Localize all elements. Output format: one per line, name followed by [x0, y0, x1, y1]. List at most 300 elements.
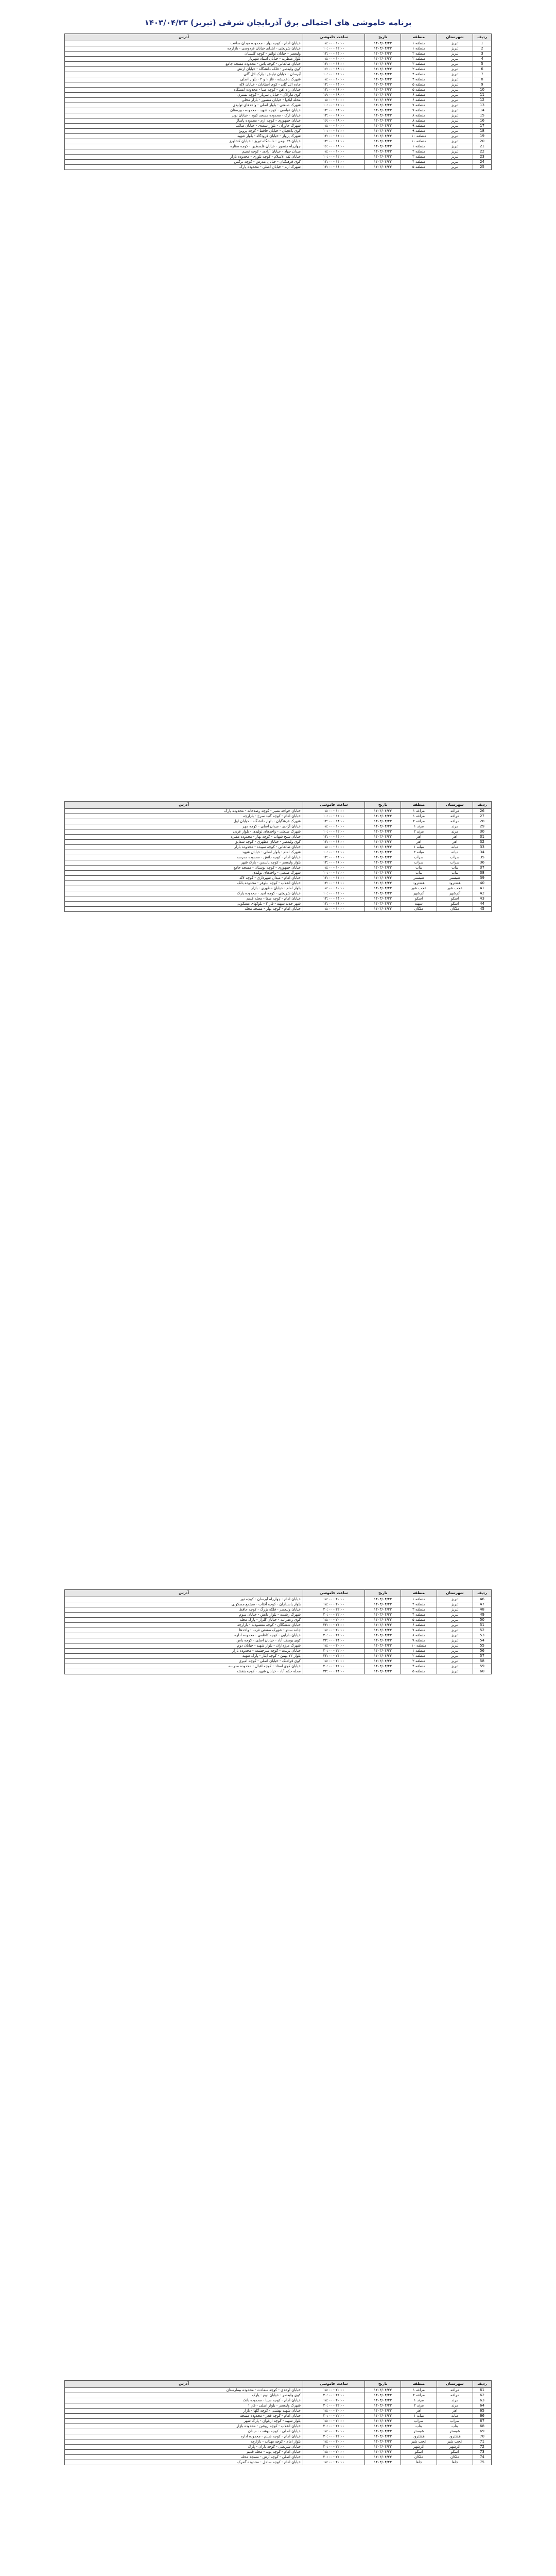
area-cell: منطقه ۳ [401, 155, 437, 160]
county-cell: بناب [437, 871, 473, 876]
date-cell: ۱۴۰۳/۰۴/۲۳ [365, 129, 401, 134]
time-cell: ۱۰:۰۰ - ۱۲:۰۰ [303, 891, 365, 896]
time-cell: ۱۲:۰۰ - ۱۴:۰۰ [303, 819, 365, 824]
address-cell: بلوار ۲۲ بهمن - کوچه ایثار - پارک شهید [65, 1654, 303, 1659]
county-cell: تبریز [437, 1669, 473, 1674]
address-cell: خیابان ۲۹ بهمن - دانشگاه تبریز - خیابان کشاورز [65, 139, 303, 144]
date-cell: ۱۴۰۳/۰۴/۲۳ [365, 881, 401, 886]
address-cell: خیابان طالقانی - کوچه یاس - محدوده مسجد جامع [65, 62, 303, 67]
table-row [65, 62, 492, 67]
row-number-cell: 62 [473, 2393, 492, 2398]
date-cell: ۱۴۰۳/۰۴/۲۳ [365, 2414, 401, 2419]
row-number-cell: 23 [473, 155, 492, 160]
area-cell: منطقه ۲ [401, 52, 437, 57]
time-cell: ۱۸:۰۰ - ۲۰:۰۰ [303, 1602, 365, 1607]
header-row-number: ردیف [473, 34, 492, 41]
row-number-cell: 20 [473, 139, 492, 144]
area-cell: منطقه ۵ [401, 1618, 437, 1623]
row-number-cell: 11 [473, 93, 492, 98]
date-cell: ۱۴۰۳/۰۴/۲۳ [365, 819, 401, 824]
table-row [65, 1628, 492, 1633]
address-cell: خیابان ششگلان - کوچه مقصودیه - بازارچه [65, 1623, 303, 1628]
row-number-cell: 69 [473, 2429, 492, 2434]
table-row [65, 113, 492, 118]
county-cell: تبریز [437, 1659, 473, 1664]
time-cell: ۱۰:۰۰ - ۱۲:۰۰ [303, 103, 365, 108]
area-cell: مرند ۱ [401, 2398, 437, 2403]
table-row [65, 2388, 492, 2393]
row-number-cell: 42 [473, 891, 492, 896]
header-date: تاریخ [365, 802, 401, 809]
county-cell: تبریز [437, 57, 473, 62]
row-number-cell: 53 [473, 1633, 492, 1638]
county-cell: تبریز [437, 1649, 473, 1654]
time-cell: ۲۰:۰۰ - ۲۲:۰۰ [303, 1633, 365, 1638]
row-number-cell: 44 [473, 902, 492, 907]
time-cell: ۱۲:۰۰ - ۱۴:۰۰ [303, 134, 365, 139]
county-cell: تبریز [437, 1618, 473, 1623]
county-cell: میانه [437, 2414, 473, 2419]
header-address: آدرس [65, 802, 303, 809]
time-cell: ۲۰:۰۰ - ۲۲:۰۰ [303, 1607, 365, 1613]
time-cell: ۱۸:۰۰ - ۲۰:۰۰ [303, 2388, 365, 2393]
table-row [65, 809, 492, 814]
area-cell: منطقه ۹ [401, 129, 437, 134]
address-cell: خیابان ولیعصر - فلکه بزرگ - کوچه حافظ [65, 1607, 303, 1613]
time-cell: ۰۸:۰۰ - ۱۰:۰۰ [303, 845, 365, 850]
date-cell: ۱۴۰۳/۰۴/۲۳ [365, 2419, 401, 2424]
area-cell: جلفا [401, 2460, 437, 2465]
date-cell: ۱۴۰۳/۰۴/۲۳ [365, 850, 401, 855]
address-cell: آبرسان - خیابان نیایش - پارک ائل گلی [65, 72, 303, 77]
address-cell: خیابان امام - کوچه بهار - مسجد محله [65, 907, 303, 912]
area-cell: منطقه ۴ [401, 1664, 437, 1669]
address-cell: خیابان دارایی - کوچه کاظمی - محدوده اداره [65, 1633, 303, 1638]
row-number-cell: 8 [473, 77, 492, 82]
table-row [65, 165, 492, 170]
county-cell: تبریز [437, 139, 473, 144]
table-row [65, 866, 492, 871]
area-cell: منطقه ۵ [401, 165, 437, 170]
county-cell: تبریز [437, 1607, 473, 1613]
table-row [65, 840, 492, 845]
address-cell: بلوار امام - خیابان مطهری - بازار [65, 886, 303, 891]
address-cell: شهرک ولیعصر - بلوار اصلی - فاز ۱ [65, 2403, 303, 2409]
time-cell: ۱۸:۰۰ - ۲۰:۰۰ [303, 1659, 365, 1664]
county-cell: تبریز [437, 46, 473, 52]
time-cell: ۱۰:۰۰ - ۱۲:۰۰ [303, 871, 365, 876]
table-row [65, 93, 492, 98]
date-cell: ۱۴۰۳/۰۴/۲۳ [365, 41, 401, 46]
date-cell: ۱۴۰۳/۰۴/۲۳ [365, 134, 401, 139]
time-cell: ۱۴:۰۰ - ۱۶:۰۰ [303, 62, 365, 67]
address-cell: محله لیلاوا - خیابان منصور - بازار محلی [65, 98, 303, 103]
date-cell: ۱۴۰۳/۰۴/۲۳ [365, 2429, 401, 2434]
table-row [65, 891, 492, 896]
time-cell: ۲۰:۰۰ - ۲۲:۰۰ [303, 2424, 365, 2429]
row-number-cell: 2 [473, 46, 492, 52]
address-cell: شهرک خاوران - بلوار سعدی - خیابان صائب [65, 124, 303, 129]
row-number-cell: 6 [473, 67, 492, 72]
address-cell: کوی یوسف آباد - خیابان اصلی - کوچه یاس [65, 1638, 303, 1643]
date-cell: ۱۴۰۳/۰۴/۲۳ [365, 1618, 401, 1623]
address-cell: خیابان امام - کوچه دانش - محدوده مدرسه [65, 855, 303, 860]
date-cell: ۱۴۰۳/۰۴/۲۳ [365, 82, 401, 88]
time-cell: ۱۲:۰۰ - ۱۴:۰۰ [303, 876, 365, 881]
table-row [65, 2455, 492, 2460]
time-cell: ۱۰:۰۰ - ۱۲:۰۰ [303, 814, 365, 819]
date-cell: ۱۴۰۳/۰۴/۲۳ [365, 855, 401, 860]
area-cell: منطقه ۱۰ [401, 1643, 437, 1649]
table-row [65, 98, 492, 103]
time-cell: ۰۸:۰۰ - ۱۰:۰۰ [303, 124, 365, 129]
header-date: تاریخ [365, 34, 401, 41]
table-row [65, 52, 492, 57]
county-cell: آذرشهر [437, 2445, 473, 2450]
address-cell: کوی مارالان - خیابان سرباز - کوچه نسترن [65, 93, 303, 98]
row-number-cell: 70 [473, 2434, 492, 2439]
area-cell: منطقه ۳ [401, 67, 437, 72]
table-row [65, 814, 492, 819]
table-row [65, 72, 492, 77]
row-number-cell: 4 [473, 57, 492, 62]
date-cell: ۱۴۰۳/۰۴/۲۳ [365, 891, 401, 896]
area-cell: عجب شیر [401, 886, 437, 891]
table-row [65, 850, 492, 855]
row-number-cell: 54 [473, 1638, 492, 1643]
area-cell: مرند ۲ [401, 829, 437, 835]
area-cell: منطقه ۵ [401, 1669, 437, 1674]
date-cell: ۱۴۰۳/۰۴/۲۳ [365, 2445, 401, 2450]
header-time: ساعت خاموشی [303, 2381, 365, 2388]
address-cell: جاده سنتو - شهرک صنعتی غرب - واحدها [65, 1628, 303, 1633]
row-number-cell: 55 [473, 1643, 492, 1649]
table-row [65, 902, 492, 907]
table-row [65, 1654, 492, 1659]
time-cell: ۱۲:۰۰ - ۱۴:۰۰ [303, 160, 365, 165]
time-cell: ۱۶:۰۰ - ۱۸:۰۰ [303, 93, 365, 98]
area-cell: سراب [401, 860, 437, 866]
row-number-cell: 63 [473, 2398, 492, 2403]
time-cell: ۲۰:۰۰ - ۲۲:۰۰ [303, 1649, 365, 1654]
date-cell: ۱۴۰۳/۰۴/۲۳ [365, 2439, 401, 2445]
date-cell: ۱۴۰۳/۰۴/۲۳ [365, 1643, 401, 1649]
date-cell: ۱۴۰۳/۰۴/۲۳ [365, 1638, 401, 1643]
row-number-cell: 32 [473, 840, 492, 845]
table-row [65, 2439, 492, 2445]
table-row [65, 824, 492, 829]
row-number-cell: 22 [473, 149, 492, 155]
area-cell: اهر [401, 835, 437, 840]
date-cell: ۱۴۰۳/۰۴/۲۳ [365, 1607, 401, 1613]
date-cell: ۱۴۰۳/۰۴/۲۳ [365, 155, 401, 160]
date-cell: ۱۴۰۳/۰۴/۲۳ [365, 860, 401, 866]
table-row [65, 124, 492, 129]
address-cell: خیابان راه آهن - کوچه صبا - محدوده ایستگاه [65, 88, 303, 93]
row-number-cell: 38 [473, 871, 492, 876]
area-cell: منطقه ۴ [401, 72, 437, 77]
time-cell: ۱۲:۰۰ - ۱۴:۰۰ [303, 835, 365, 840]
row-number-cell: 59 [473, 1664, 492, 1669]
area-cell: منطقه ۱ [401, 1597, 437, 1602]
table-row [65, 46, 492, 52]
table-row [65, 103, 492, 108]
area-cell: سراب [401, 2419, 437, 2424]
address-cell: خیابان شهید بهشتی - کوچه گلها - بازار [65, 2409, 303, 2414]
address-cell: خیابان امام - کوچه صفا - محله قدیم [65, 896, 303, 902]
table-row [65, 2434, 492, 2439]
time-cell: ۱۶:۰۰ - ۱۸:۰۰ [303, 67, 365, 72]
header-area: منطقه [401, 1590, 437, 1597]
outage-table [64, 801, 492, 912]
area-cell: سهند [401, 902, 437, 907]
row-number-cell: 26 [473, 809, 492, 814]
area-cell: منطقه ۳ [401, 62, 437, 67]
date-cell: ۱۴۰۳/۰۴/۲۳ [365, 845, 401, 850]
address-cell: شهرک صنعتی - واحدهای تولیدی - بلوار غربی [65, 829, 303, 835]
row-number-cell: 3 [473, 52, 492, 57]
area-cell: منطقه ۹ [401, 124, 437, 129]
county-cell: هشترود [437, 2434, 473, 2439]
row-number-cell: 12 [473, 98, 492, 103]
county-cell: اهر [437, 2409, 473, 2414]
table-row [65, 1638, 492, 1643]
county-cell: مراغه [437, 814, 473, 819]
address-cell: کوی ولیعصر - خیابان مطهری - کوچه شقایق [65, 840, 303, 845]
date-cell: ۱۴۰۳/۰۴/۲۳ [365, 46, 401, 52]
table-row [65, 2424, 492, 2429]
county-cell: تبریز [437, 77, 473, 82]
county-cell: تبریز [437, 1643, 473, 1649]
table-row [65, 1664, 492, 1669]
table-row [65, 835, 492, 840]
table-row [65, 134, 492, 139]
address-cell: شهرک پرواز - خیابان فرودگاه - بلوار شهید [65, 134, 303, 139]
county-cell: میانه [437, 850, 473, 855]
table-row [65, 1659, 492, 1664]
table-row [65, 77, 492, 82]
date-cell: ۱۴۰۳/۰۴/۲۳ [365, 840, 401, 845]
time-cell: ۲۲:۰۰ - ۲۴:۰۰ [303, 1669, 365, 1674]
row-number-cell: 16 [473, 118, 492, 124]
county-cell: اسکو [437, 2450, 473, 2455]
county-cell: تبریز [437, 62, 473, 67]
time-cell: ۲۰:۰۰ - ۲۲:۰۰ [303, 2403, 365, 2409]
table-row [65, 160, 492, 165]
header-row-number: ردیف [473, 1590, 492, 1597]
date-cell: ۱۴۰۳/۰۴/۲۳ [365, 866, 401, 871]
time-cell: ۱۸:۰۰ - ۲۰:۰۰ [303, 2450, 365, 2455]
county-cell: شبستر [437, 876, 473, 881]
time-cell: ۱۶:۰۰ - ۱۸:۰۰ [303, 118, 365, 124]
row-number-cell: 66 [473, 2414, 492, 2419]
county-cell: تبریز [437, 93, 473, 98]
address-cell: خیابان آزادی - میدان اصلی - کوچه مهر [65, 824, 303, 829]
county-cell: تبریز [437, 103, 473, 108]
table-row [65, 118, 492, 124]
time-cell: ۱۴:۰۰ - ۱۶:۰۰ [303, 881, 365, 886]
time-cell: ۰۸:۰۰ - ۱۰:۰۰ [303, 149, 365, 155]
row-number-cell: 72 [473, 2445, 492, 2450]
county-cell: مرند [437, 2403, 473, 2409]
county-cell: تبریز [437, 1623, 473, 1628]
address-cell: شهرک صنعتی - بلوار اصلی - واحدهای تولیدی [65, 103, 303, 108]
date-cell: ۱۴۰۳/۰۴/۲۳ [365, 809, 401, 814]
area-cell: منطقه ۱ [401, 46, 437, 52]
address-cell: شهرک ارم - خیابان اصلی - محدوده پارک [65, 165, 303, 170]
time-cell: ۱۸:۰۰ - ۲۰:۰۰ [303, 1628, 365, 1633]
row-number-cell: 15 [473, 113, 492, 118]
table-row [65, 1618, 492, 1623]
table-row [65, 829, 492, 835]
address-cell: خیابان اوحدی - کوچه سعادت - محدوده بیمارستان [65, 2388, 303, 2393]
area-cell: منطقه ۴ [401, 1613, 437, 1618]
county-cell: مرند [437, 824, 473, 829]
address-cell: خیابان جمهوری - کوچه بوستان - مسجد جامع [65, 866, 303, 871]
outage-table [64, 2380, 492, 2465]
address-cell: کوی فرهنگیان - خیابان مدرس - کوچه نرگس [65, 160, 303, 165]
area-cell: عجب شیر [401, 2439, 437, 2445]
area-cell: منطقه ۵ [401, 82, 437, 88]
time-cell: ۱۲:۰۰ - ۱۴:۰۰ [303, 855, 365, 860]
time-cell: ۰۸:۰۰ - ۱۰:۰۰ [303, 824, 365, 829]
address-cell: خیابان اصلی - کوچه بهشت - میدان [65, 2429, 303, 2434]
time-cell: ۱۶:۰۰ - ۱۸:۰۰ [303, 144, 365, 149]
row-number-cell: 34 [473, 850, 492, 855]
date-cell: ۱۴۰۳/۰۴/۲۳ [365, 886, 401, 891]
area-cell: منطقه ۷ [401, 1628, 437, 1633]
area-cell: منطقه ۲ [401, 57, 437, 62]
address-cell: خیابان اصلی - کوچه آرش - مسجد محله [65, 2455, 303, 2460]
area-cell: منطقه ۸ [401, 1633, 437, 1638]
schedule-page-2 [64, 801, 492, 912]
time-cell: ۲۰:۰۰ - ۲۲:۰۰ [303, 2414, 365, 2419]
county-cell: تبریز [437, 134, 473, 139]
table-row [65, 88, 492, 93]
row-number-cell: 51 [473, 1623, 492, 1628]
area-cell: اسکو [401, 2450, 437, 2455]
row-number-cell: 50 [473, 1618, 492, 1623]
address-cell: شهر جدید سهند - فاز ۲ - بلوکهای مسکونی [65, 902, 303, 907]
date-cell: ۱۴۰۳/۰۴/۲۳ [365, 2434, 401, 2439]
area-cell: منطقه ۱ [401, 144, 437, 149]
time-cell: ۱۲:۰۰ - ۱۴:۰۰ [303, 896, 365, 902]
county-cell: ملکان [437, 2455, 473, 2460]
table-row [65, 67, 492, 72]
row-number-cell: 57 [473, 1654, 492, 1659]
area-cell: بناب [401, 2424, 437, 2429]
date-cell: ۱۴۰۳/۰۴/۲۳ [365, 871, 401, 876]
address-cell: خیابان کوی استاد - کوچه اقبال - محدوده مدرسه [65, 1664, 303, 1669]
area-cell: منطقه ۲ [401, 1602, 437, 1607]
table-header-row [65, 1590, 492, 1597]
address-cell: خیابان عباسی - کوچه شهید - محدوده دبیرستان [65, 108, 303, 113]
date-cell: ۱۴۰۳/۰۴/۲۳ [365, 2460, 401, 2465]
table-row [65, 1633, 492, 1638]
row-number-cell: 61 [473, 2388, 492, 2393]
area-cell: منطقه ۶ [401, 1623, 437, 1628]
address-cell: خیابان شریعتی - ابتدای خیابان فردوسی - بازارچه [65, 46, 303, 52]
table-row [65, 41, 492, 46]
row-number-cell: 29 [473, 824, 492, 829]
address-cell: خیابان انقلاب - کوچه نیلوفر - محدوده بانک [65, 881, 303, 886]
time-cell: ۱۲:۰۰ - ۱۴:۰۰ [303, 108, 365, 113]
time-cell: ۱۸:۰۰ - ۲۰:۰۰ [303, 2429, 365, 2434]
area-cell: اهر [401, 2409, 437, 2414]
county-cell: عجب شیر [437, 2439, 473, 2445]
area-cell: مرند ۲ [401, 2403, 437, 2409]
row-number-cell: 14 [473, 108, 492, 113]
time-cell: ۱۴:۰۰ - ۱۶:۰۰ [303, 139, 365, 144]
time-cell: ۱۸:۰۰ - ۲۰:۰۰ [303, 2409, 365, 2414]
address-cell: بلوار پاسداران - کوچه آفتاب - مجتمع مسکونی [65, 1602, 303, 1607]
area-cell: مراغه ۱ [401, 809, 437, 814]
table-row [65, 1613, 492, 1618]
row-number-cell: 33 [473, 845, 492, 850]
row-number-cell: 41 [473, 886, 492, 891]
row-number-cell: 27 [473, 814, 492, 819]
address-cell: کوی قراملک - خیابان اصلی - کوچه امیری [65, 1659, 303, 1664]
table-row [65, 1607, 492, 1613]
time-cell: ۱۴:۰۰ - ۱۶:۰۰ [303, 165, 365, 170]
row-number-cell: 37 [473, 866, 492, 871]
address-cell: کوی زعفرانیه - خیابان گلزار - پارک محله [65, 1618, 303, 1623]
county-cell: تبریز [437, 129, 473, 134]
time-cell: ۱۴:۰۰ - ۱۶:۰۰ [303, 113, 365, 118]
county-cell: هشترود [437, 881, 473, 886]
table-row [65, 1597, 492, 1602]
header-time: ساعت خاموشی [303, 802, 365, 809]
county-cell: تبریز [437, 72, 473, 77]
table-row [65, 108, 492, 113]
area-cell: میانه ۲ [401, 850, 437, 855]
table-row [65, 871, 492, 876]
county-cell: تبریز [437, 41, 473, 46]
row-number-cell: 17 [473, 124, 492, 129]
time-cell: ۰۸:۰۰ - ۱۰:۰۰ [303, 98, 365, 103]
time-cell: ۰۸:۰۰ - ۱۰:۰۰ [303, 57, 365, 62]
area-cell: بناب [401, 871, 437, 876]
area-cell: منطقه ۳ [401, 1607, 437, 1613]
date-cell: ۱۴۰۳/۰۴/۲۳ [365, 829, 401, 835]
county-cell: تبریز [437, 160, 473, 165]
area-cell: منطقه ۱ [401, 1649, 437, 1654]
row-number-cell: 18 [473, 129, 492, 134]
time-cell: ۱۸:۰۰ - ۲۰:۰۰ [303, 2439, 365, 2445]
date-cell: ۱۴۰۳/۰۴/۲۳ [365, 1664, 401, 1669]
schedule-page-1 [64, 18, 492, 170]
date-cell: ۱۴۰۳/۰۴/۲۳ [365, 1669, 401, 1674]
row-number-cell: 40 [473, 881, 492, 886]
table-row [65, 2450, 492, 2455]
header-county: شهرستان [437, 1590, 473, 1597]
table-row [65, 907, 492, 912]
table-row [65, 2393, 492, 2398]
table-row [65, 1669, 492, 1674]
time-cell: ۱۸:۰۰ - ۲۰:۰۰ [303, 2460, 365, 2465]
county-cell: تبریز [437, 1654, 473, 1659]
county-cell: میانه [437, 845, 473, 850]
date-cell: ۱۴۰۳/۰۴/۲۳ [365, 2450, 401, 2455]
date-cell: ۱۴۰۳/۰۴/۲۳ [365, 907, 401, 912]
table-row [65, 82, 492, 88]
date-cell: ۱۴۰۳/۰۴/۲۳ [365, 103, 401, 108]
table-row [65, 2429, 492, 2434]
area-cell: منطقه ۲ [401, 149, 437, 155]
header-area: منطقه [401, 2381, 437, 2388]
address-cell: خیابان جمهوری - کوچه ارم - محدوده پاساژ [65, 118, 303, 124]
date-cell: ۱۴۰۳/۰۴/۲۳ [365, 113, 401, 118]
